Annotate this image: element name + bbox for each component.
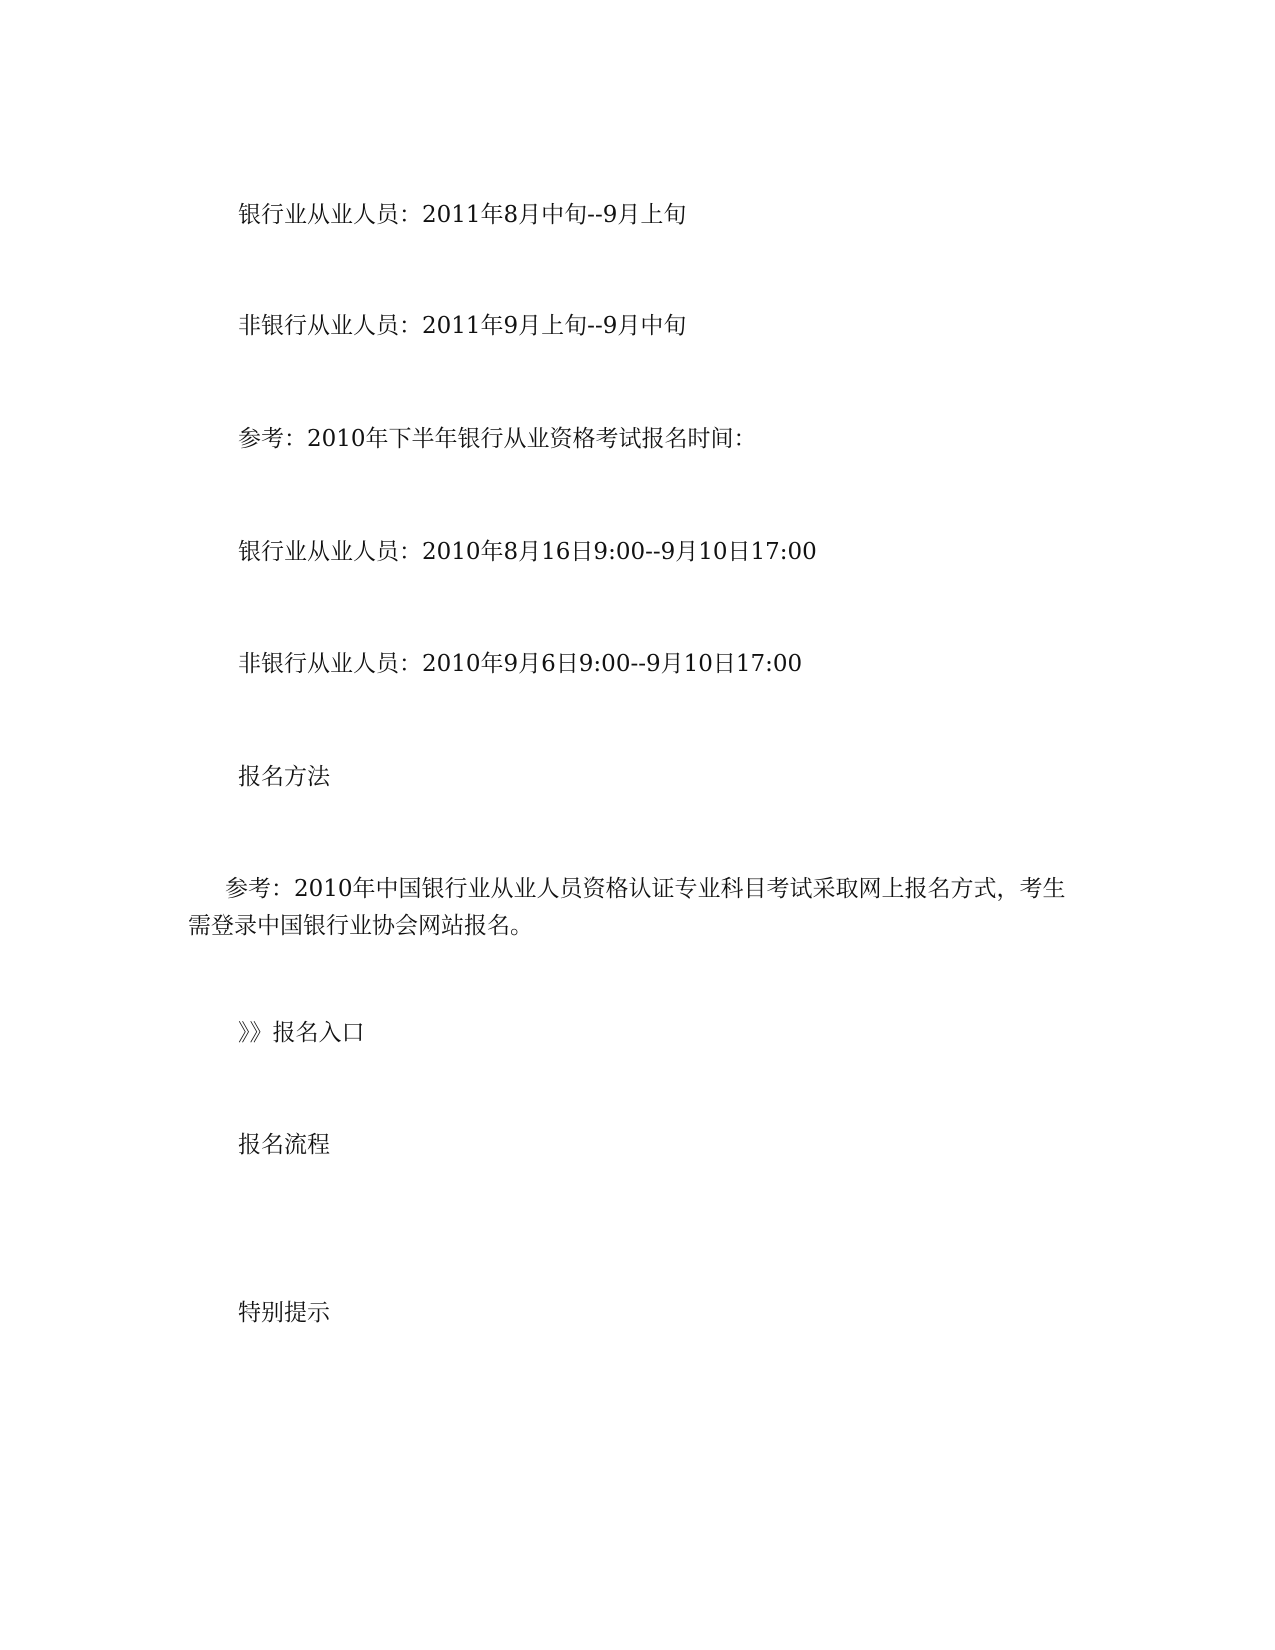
special-notice-heading: 特别提示 (238, 1300, 330, 1326)
reference-2010-heading: 参考：2010年下半年银行从业资格考试报名时间： (238, 426, 757, 452)
bank-staff-2010-schedule: 银行业从业人员：2010年8月16日9:00--9月10日17:00 (238, 539, 817, 565)
registration-entry-link[interactable]: 》》报名入口 (238, 1020, 365, 1046)
nonbank-staff-2010-schedule: 非银行从业人员：2010年9月6日9:00--9月10日17:00 (238, 651, 803, 677)
registration-method-heading: 报名方法 (238, 764, 330, 790)
nonbank-staff-2011-schedule: 非银行从业人员：2011年9月上旬--9月中旬 (238, 313, 687, 339)
registration-method-paragraph: 参考：2010年中国银行业从业人员资格认证专业科目考试采取网上报名方式，考生需登录中国银行业协会网站报名。 (188, 876, 1066, 939)
bank-staff-2011-schedule: 银行业从业人员：2011年8月中旬--9月上旬 (238, 202, 687, 228)
registration-process-heading: 报名流程 (238, 1132, 330, 1158)
